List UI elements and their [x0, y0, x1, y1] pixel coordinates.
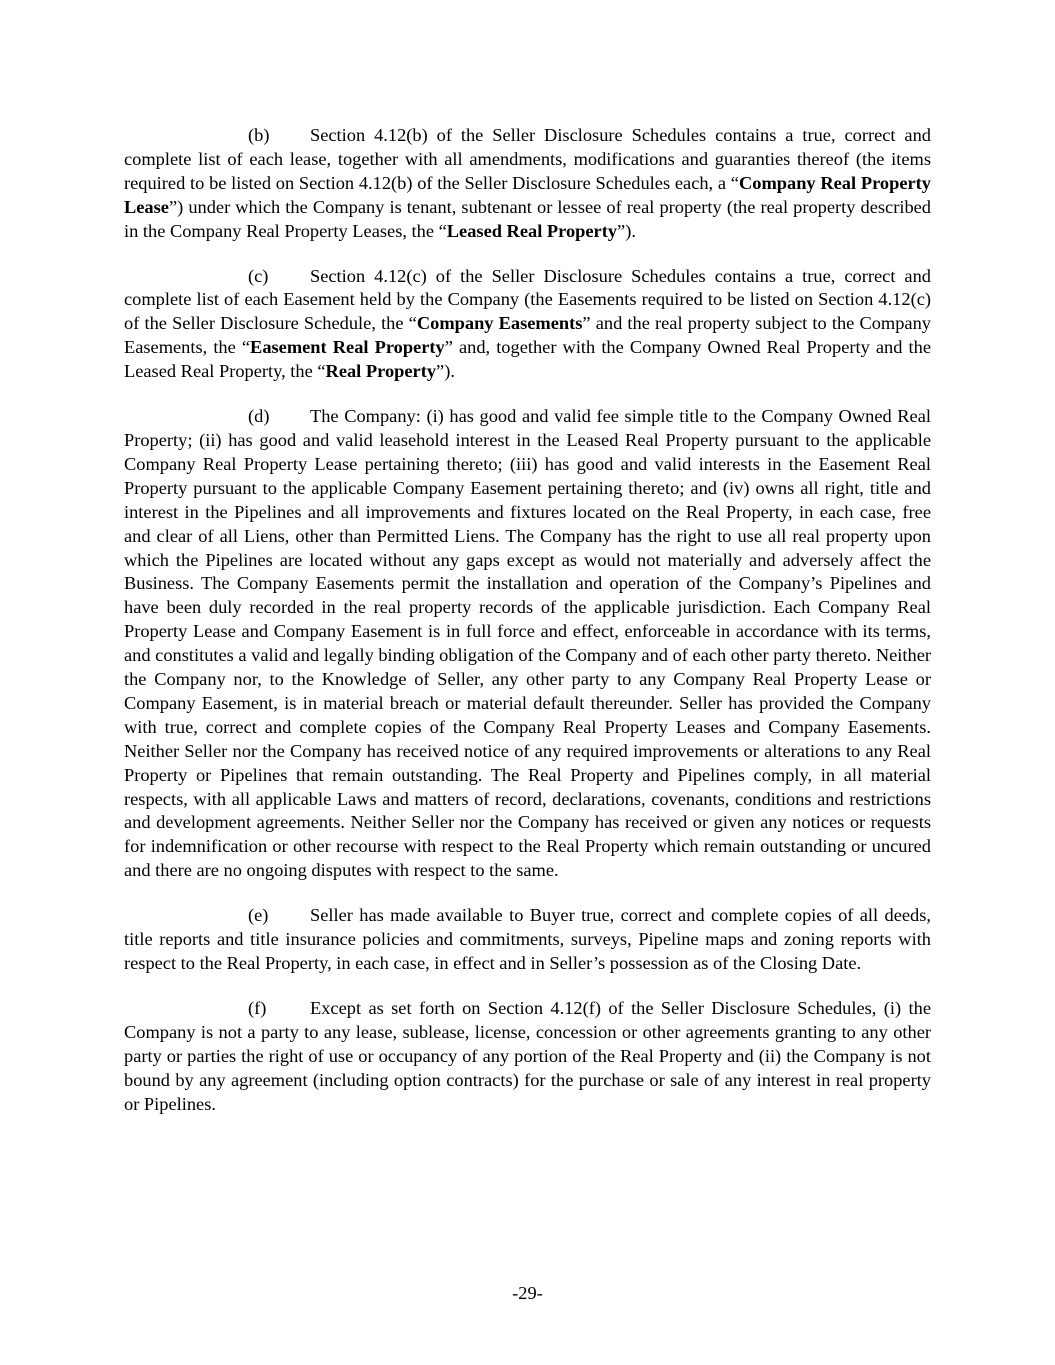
- paragraph-text: Except as set forth on Section 4.12(f) of the Seller Disclosure Schedules, (i) the Company is not a party to any lease, sublease, license, concession or other agreements granting to any other party or parties the right of use or occupancy of any portion of the Real Property and (ii) the Company is not bound by any agreement (including option contracts) for the purchase or sale of any interest in real property or Pipelines.: [124, 997, 931, 1114]
- defined-term: Easement Real Property: [250, 337, 445, 358]
- defined-term: Leased Real Property: [446, 220, 618, 241]
- paragraph-text: ” and, together with the Company Owned Real Property and the Leased Real Property, the “: [124, 337, 931, 382]
- paragraph-text: Section 4.12(b) of the Seller Disclosure Schedules contains a true, correct and complete list of each lease, together with all amendments, modifications and guaranties thereof (the items required to be listed on Section 4.12(b) of the Seller Disclosure Schedules each, a “: [124, 125, 931, 193]
- paragraph-f: [124, 997, 931, 1117]
- paragraph-label: (f): [248, 997, 267, 1018]
- paragraph-b: [124, 124, 931, 244]
- paragraph-label: (b): [248, 125, 270, 145]
- paragraph-label: (d): [248, 406, 270, 427]
- paragraph-text: ”) under which the Company is tenant, subtenant or lessee of real property (the real property described in the Company Real Property Leases, the “: [124, 196, 931, 241]
- paragraph-c: [124, 265, 931, 385]
- paragraph-d: [124, 405, 931, 883]
- page-number: -29-: [512, 1283, 543, 1303]
- defined-term: Real Property: [325, 361, 437, 382]
- defined-term: Company Easements: [416, 313, 583, 334]
- document-body: [124, 124, 931, 1137]
- paragraph-text: ”).: [436, 361, 455, 382]
- paragraph-text: ”).: [617, 220, 636, 241]
- paragraph-text: Seller has made available to Buyer true, correct and complete copies of all deeds, title reports and title insurance policies and commitments, surveys, Pipeline maps and zoning reports with respect to the Real Property, in each case, in effect and in Seller’s possession as of the Closing Date.: [124, 905, 931, 973]
- paragraph-text: ” and the real property subject to the Company Easements, the “: [124, 313, 931, 358]
- paragraph-label: (c): [248, 265, 269, 286]
- paragraph-label: (e): [248, 905, 269, 926]
- paragraph-text: Section 4.12(c) of the Seller Disclosure Schedules contains a true, correct and complete list of each Easement held by the Company (the Easements required to be listed on Section 4.12(c) of the Seller Disclosure Schedule, the “: [124, 265, 931, 334]
- paragraph-text: The Company: (i) has good and valid fee simple title to the Company Owned Real Property; (ii) has good and valid leasehold interest in the Leased Real Property pursuant to the applicable Company Real Property Lease pertaining thereto; (iii) has good and valid interests in the Easement Real Property pursuant to the applicable Company Easement pertaining thereto; and (iv) owns all right, title and interest in the Pipelines and all improvements and fixtures located on the Real Property, in each case, free and clear of all Liens, other than Permitted Liens. The Company has the right to use all real property upon which the Pipelines are located without any gaps except as would not materially and adversely affect the Business. The Company Easements permit the installation and operation of the Company’s Pipelines and have been duly recorded in the real property records of the applicable jurisdiction. Each Company Real Property Lease and Company Easement is in full force and effect, enforceable in accordance with its terms, and constitutes a valid and legally binding obligation of the Company and of each other party thereto. Neither the Company nor, to the Knowledge of Seller, any other party to any Company Real Property Lease or Company Easement, is in material breach or material default thereunder. Seller has provided the Company with true, correct and complete copies of the Company Real Property Leases and Company Easements. Neither Seller nor the Company has received notice of any required improvements or alterations to any Real Property or Pipelines that remain outstanding. The Real Property and Pipelines comply, in all material respects, with all applicable Laws and matters of record, declarations, covenants, conditions and restrictions and development agreements. Neither Seller nor the Company has received or given any notices or requests for indemnification or other recourse with respect to the Real Property which remain outstanding or uncured and there are no ongoing disputes with respect to the same.: [124, 406, 931, 881]
- defined-term: Company Real Property Lease: [124, 172, 931, 217]
- paragraph-e: [124, 904, 931, 976]
